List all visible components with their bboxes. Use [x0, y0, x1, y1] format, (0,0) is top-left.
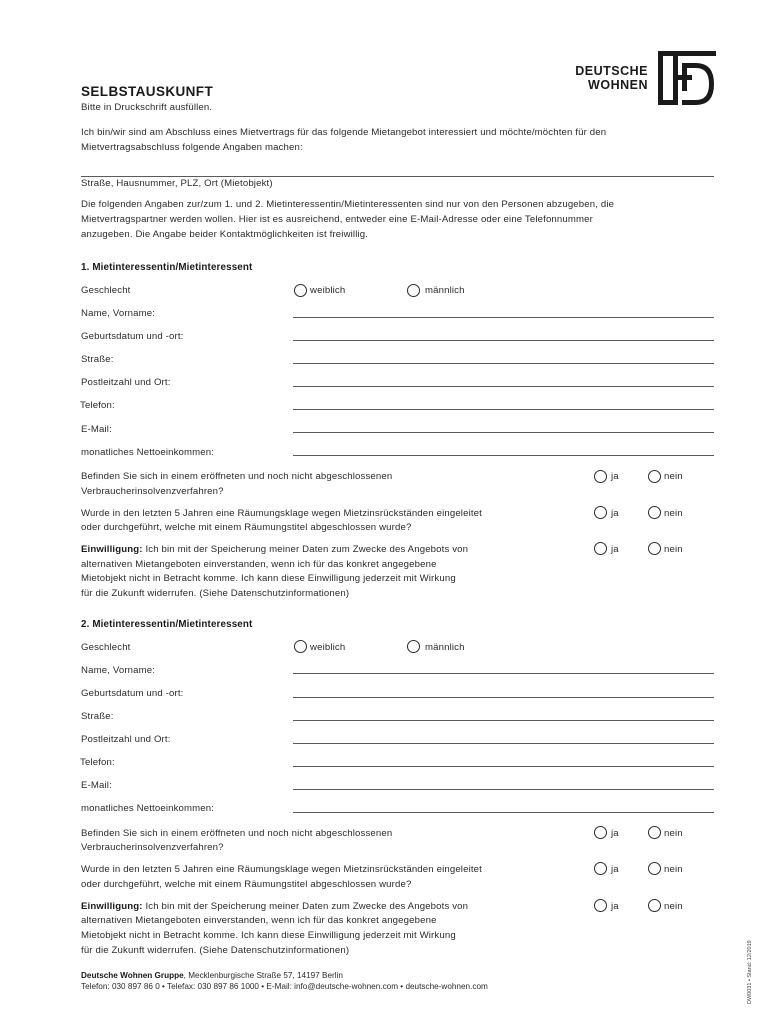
- side-form-id: DW0031 • Stand: 12/2019: [747, 940, 753, 1004]
- tenant1-consent-no-label: nein: [664, 544, 683, 555]
- tenant2-male-label: männlich: [425, 642, 465, 653]
- tenant2-q2-yes-label: ja: [611, 864, 619, 875]
- tenant1-city-label: Postleitzahl und Ort:: [81, 377, 171, 388]
- tenant1-consent-no-radio[interactable]: [648, 542, 661, 555]
- tenant2-q2-no-label: nein: [664, 864, 683, 875]
- footer-company: Deutsche Wohnen Gruppe: [81, 971, 184, 980]
- tenant1-q2-line1: Wurde in den letzten 5 Jahren eine Räumungsklage wegen Mietzinsrückständen eingeleitet: [81, 508, 482, 519]
- property-label: Straße, Hausnummer, PLZ, Ort (Mietobjekt): [81, 178, 273, 189]
- logo-wordmark: [540, 64, 648, 92]
- intro-text-line1: Ich bin/wir sind am Abschluss eines Mietvertrags für das folgende Mietangebot interessiert und möchte/möchten für den: [81, 127, 607, 138]
- tenant1-street-label: Straße:: [81, 354, 114, 365]
- tenant1-q1-yes-label: ja: [611, 471, 619, 482]
- footer-address: [81, 970, 343, 981]
- tenant1-city-field[interactable]: [293, 386, 714, 387]
- logo-icon: [658, 51, 716, 105]
- tenant1-phone-field[interactable]: [293, 409, 714, 410]
- intro-text-line2: Mietvertragsabschluss folgende Angaben machen:: [81, 142, 303, 153]
- tenant2-consent-yes-label: ja: [611, 901, 619, 912]
- tenant2-consent-line2: alternativen Mietangeboten einverstanden, wenn ich für das konkret angegebene: [81, 915, 437, 926]
- tenant2-consent-line3: Mietobjekt nicht in Betracht komme. Ich kann diese Einwilligung jederzeit mit Wirkung: [81, 930, 456, 941]
- tenant2-birth-label: Geburtsdatum und -ort:: [81, 688, 184, 699]
- tenant1-female-radio[interactable]: [294, 284, 307, 297]
- tenant2-street-field[interactable]: [293, 720, 714, 721]
- tenant1-name-field[interactable]: [293, 317, 714, 318]
- tenant2-email-label: E-Mail:: [81, 780, 112, 791]
- tenant2-q1-no-label: nein: [664, 828, 683, 839]
- tenant2-q2-line1: Wurde in den letzten 5 Jahren eine Räumungsklage wegen Mietzinsrückständen eingeleitet: [81, 864, 482, 875]
- tenant2-q1-no-radio[interactable]: [648, 826, 661, 839]
- tenant1-consent-line3: Mietobjekt nicht in Betracht komme. Ich kann diese Einwilligung jederzeit mit Wirkung: [81, 573, 456, 584]
- tenant1-q1-line1: Befinden Sie sich in einem eröffneten und noch nicht abgeschlossenen: [81, 471, 393, 482]
- tenant1-q1-yes-radio[interactable]: [594, 470, 607, 483]
- tenant1-name-label: Name, Vorname:: [81, 308, 156, 319]
- tenant2-consent-bold: Einwilligung:: [81, 901, 143, 912]
- tenant1-female-label: weiblich: [310, 285, 346, 296]
- tenant1-q2-line2: oder durchgeführt, welche mit einem Räumungstitel abgeschlossen wurde?: [81, 522, 412, 533]
- tenant1-q1-line2: Verbraucherinsolvenzverfahren?: [81, 486, 224, 497]
- tenant2-income-field[interactable]: [293, 812, 714, 813]
- tenant1-consent-line4: für die Zukunft widerrufen. (Siehe Datenschutzinformationen): [81, 588, 350, 599]
- tenant2-phone-field[interactable]: [293, 766, 714, 767]
- tenant2-q1-yes-radio[interactable]: [594, 826, 607, 839]
- tenant2-female-label: weiblich: [310, 642, 346, 653]
- tenant1-email-field[interactable]: [293, 432, 714, 433]
- tenant2-consent-no-label: nein: [664, 901, 683, 912]
- tenant2-consent-line1: [81, 900, 468, 915]
- tenant1-birth-label: Geburtsdatum und -ort:: [81, 331, 184, 342]
- tenant1-street-field[interactable]: [293, 363, 714, 364]
- tenant1-income-field[interactable]: [293, 455, 714, 456]
- tenant2-phone-label: Telefon:: [80, 757, 115, 768]
- tenant1-consent-line1: [81, 543, 468, 558]
- tenant1-consent-yes-label: ja: [611, 544, 619, 555]
- tenant1-q2-yes-radio[interactable]: [594, 506, 607, 519]
- tenant1-consent-bold: Einwilligung:: [81, 544, 143, 555]
- notice-line1: Die folgenden Angaben zur/zum 1. und 2. Mietinteressentin/Mietinteressenten sind nur von den Personen abzugeben, die: [81, 199, 615, 210]
- logo-line1: DEUTSCHE: [575, 64, 648, 78]
- tenant2-consent-text: Ich bin mit der Speicherung meiner Daten zum Zwecke des Angebots von: [142, 901, 469, 912]
- tenant1-income-label: monatliches Nettoeinkommen:: [81, 447, 215, 458]
- tenant2-name-field[interactable]: [293, 673, 714, 674]
- tenant1-consent-text: Ich bin mit der Speicherung meiner Daten zum Zwecke des Angebots von: [142, 544, 469, 555]
- tenant2-consent-line4: für die Zukunft widerrufen. (Siehe Datenschutzinformationen): [81, 945, 350, 956]
- tenant2-q2-no-radio[interactable]: [648, 862, 661, 875]
- notice-line3: anzugeben. Die Angabe beider Kontaktmöglichkeiten ist freiwillig.: [81, 229, 369, 240]
- tenant2-street-label: Straße:: [81, 711, 114, 722]
- tenant1-q1-no-radio[interactable]: [648, 470, 661, 483]
- tenant1-consent-line2: alternativen Mietangeboten einverstanden, wenn ich für das konkret angegebene: [81, 559, 437, 570]
- tenant2-q1-line1: Befinden Sie sich in einem eröffneten und noch nicht abgeschlossenen: [81, 828, 393, 839]
- tenant2-consent-yes-radio[interactable]: [594, 899, 607, 912]
- tenant1-email-label: E-Mail:: [81, 424, 112, 435]
- tenant1-consent-yes-radio[interactable]: [594, 542, 607, 555]
- tenant2-email-field[interactable]: [293, 789, 714, 790]
- tenant2-gender-label: Geschlecht: [81, 642, 131, 653]
- logo-line2: WOHNEN: [588, 78, 648, 92]
- footer-address-text: , Mecklenburgische Straße 57, 14197 Berlin: [183, 971, 343, 980]
- tenant1-heading: 1. Mietinteressentin/Mietinteressent: [81, 262, 253, 273]
- page-title: SELBSTAUSKUNFT: [81, 84, 214, 99]
- tenant1-male-label: männlich: [425, 285, 465, 296]
- footer-contact: Telefon: 030 897 86 0 • Telefax: 030 897 86 1000 • E-Mail: info@deutsche-wohnen.com • deutsche-wohnen.com: [81, 982, 488, 991]
- tenant1-phone-label: Telefon:: [80, 400, 115, 411]
- tenant2-heading: 2. Mietinteressentin/Mietinteressent: [81, 619, 253, 630]
- tenant2-q1-line2: Verbraucherinsolvenzverfahren?: [81, 842, 224, 853]
- tenant1-q2-yes-label: ja: [611, 508, 619, 519]
- tenant1-male-radio[interactable]: [407, 284, 420, 297]
- tenant2-female-radio[interactable]: [294, 640, 307, 653]
- tenant1-q1-no-label: nein: [664, 471, 683, 482]
- tenant1-q2-no-radio[interactable]: [648, 506, 661, 519]
- tenant2-city-label: Postleitzahl und Ort:: [81, 734, 171, 745]
- tenant2-q2-yes-radio[interactable]: [594, 862, 607, 875]
- tenant2-male-radio[interactable]: [407, 640, 420, 653]
- tenant2-name-label: Name, Vorname:: [81, 665, 156, 676]
- notice-line2: Mietvertragspartner werden wollen. Hier ist es ausreichend, entweder eine E-Mail-Adresse oder eine Telefonnummer: [81, 214, 594, 225]
- tenant2-city-field[interactable]: [293, 743, 714, 744]
- tenant2-consent-no-radio[interactable]: [648, 899, 661, 912]
- tenant1-q2-no-label: nein: [664, 508, 683, 519]
- tenant2-q2-line2: oder durchgeführt, welche mit einem Räumungstitel abgeschlossen wurde?: [81, 879, 412, 890]
- tenant1-birth-field[interactable]: [293, 340, 714, 341]
- tenant2-q1-yes-label: ja: [611, 828, 619, 839]
- tenant2-birth-field[interactable]: [293, 697, 714, 698]
- tenant1-gender-label: Geschlecht: [81, 285, 131, 296]
- subtitle: Bitte in Druckschrift ausfüllen.: [81, 102, 213, 113]
- tenant2-income-label: monatliches Nettoeinkommen:: [81, 803, 215, 814]
